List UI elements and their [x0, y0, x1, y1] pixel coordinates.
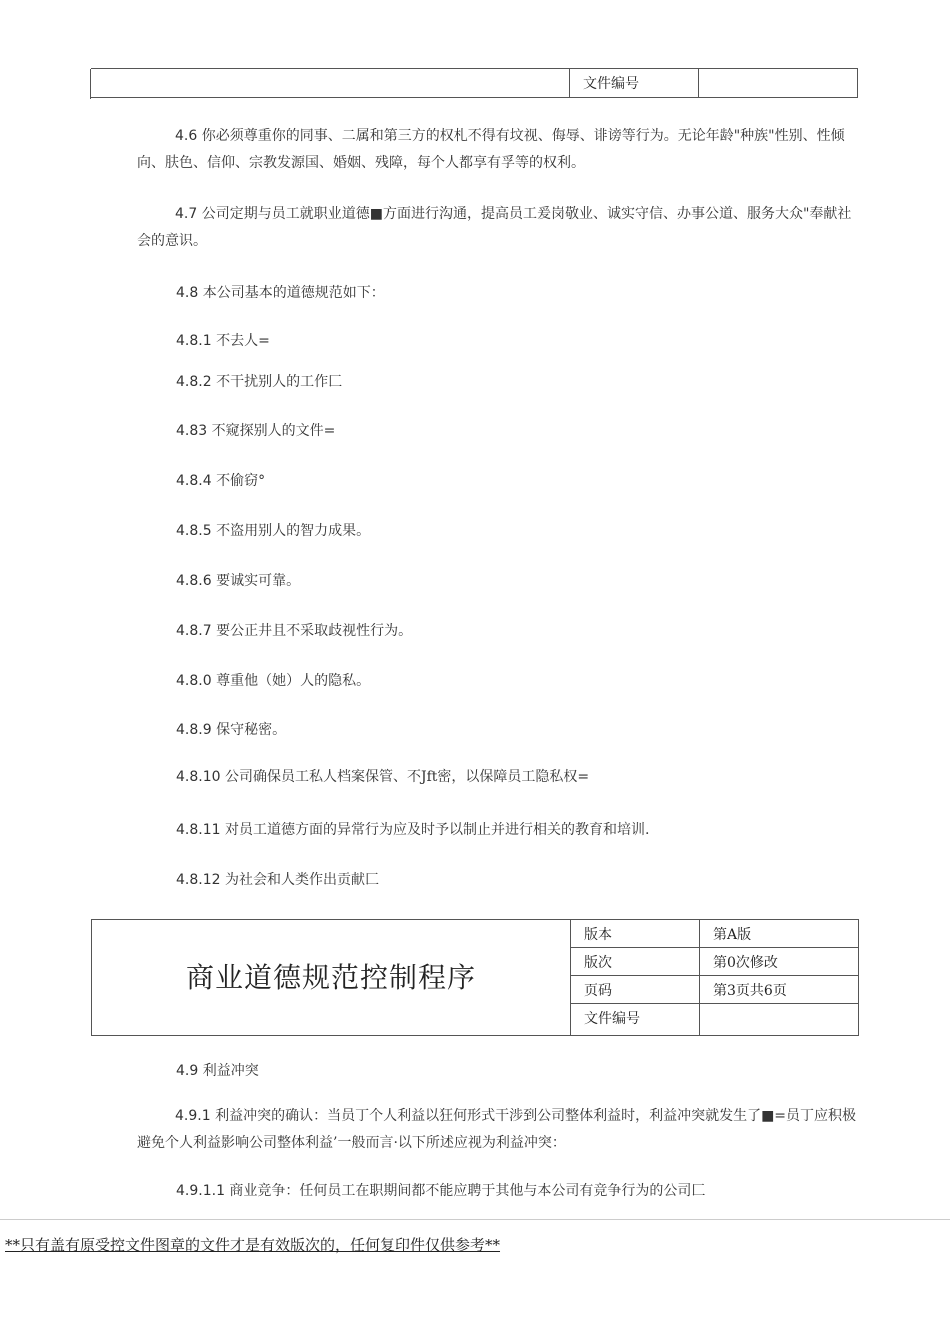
- paragraph-text: 利益冲突的确认：当员丁个人利益以狂何形式干涉到公司整体利益时，利益冲突就发生了■=员丁应积极避免个人利益影响公司整体利益’一般而言·以下所述应视为利益冲突：: [137, 1108, 857, 1151]
- item-text: 尊重他（她）人的隐私。: [211, 673, 371, 689]
- item-number: 4.9.1.1: [176, 1183, 225, 1199]
- header-label: 版本: [571, 920, 700, 947]
- paragraph-text: 你必须尊重你的同事、二属和第三方的权札不得有坟视、侮辱、诽谤等行为。无论年龄"种族"性别、性倾向、肤色、信仰、宗教发源国、婚姻、残障，每个人都享有孚等的权利。: [137, 128, 845, 171]
- list-item: [176, 283, 385, 303]
- item-number: 4.8.2: [176, 374, 212, 390]
- item-number: 4.8.10: [176, 769, 221, 785]
- header-row-revision: [571, 948, 858, 976]
- list-item: [176, 521, 370, 541]
- header-row-page: [571, 976, 858, 1004]
- list-item: [176, 767, 589, 787]
- item-text: 不偷窃°: [211, 473, 266, 489]
- item-number: 4.8: [176, 285, 199, 301]
- top-info-table: [91, 68, 858, 98]
- header-value: 第3页共6页: [713, 983, 787, 999]
- header-value: [700, 1004, 858, 1035]
- item-text: 要诚实可靠。: [211, 573, 301, 589]
- item-number: 4.8.4: [176, 473, 212, 489]
- footer-note: **只有盖有原受控文件图章的文件才是有效版次的，任何复印件仅供参考**: [5, 1236, 501, 1254]
- header-value: 第A版: [713, 927, 752, 943]
- paragraph-number: 4.7: [175, 206, 198, 222]
- item-number: 4.83: [176, 423, 208, 439]
- list-item: [176, 331, 270, 351]
- item-number: 4.9: [176, 1063, 199, 1079]
- header-row-file-number: [571, 1004, 858, 1035]
- item-number: 4.8.12: [176, 872, 221, 888]
- item-text: 不去人=: [211, 333, 270, 349]
- item-number: 4.8.7: [176, 623, 212, 639]
- list-item: [176, 621, 412, 641]
- list-item: [176, 671, 370, 691]
- item-number: 4.8.11: [176, 822, 221, 838]
- list-item: [176, 421, 335, 441]
- item-text: 不干扰别人的工作匚: [211, 374, 343, 390]
- document-header-table: [91, 919, 859, 1036]
- header-label: 页码: [571, 976, 700, 1003]
- header-label: 文件编号: [571, 1004, 700, 1035]
- item-number: 4.8.5: [176, 523, 212, 539]
- paragraph-4-9-1: [137, 1103, 859, 1157]
- paragraph-4-7: [137, 201, 859, 255]
- item-text: 不窥探别人的文件=: [207, 423, 336, 439]
- list-item: [176, 471, 265, 491]
- item-text: 为社会和人类作出贡献匚: [220, 872, 379, 888]
- paragraph-text: 公司定期与员工就职业道德■方面进行沟通，提高员工爰岗敬业、诚实守信、办事公道、服务大众"奉献社会的意识。: [137, 206, 852, 249]
- header-value: 第0次修改: [713, 955, 778, 971]
- item-number: 4.8.1: [176, 333, 212, 349]
- header-label: 版次: [571, 948, 700, 975]
- paragraph-4-6: [137, 123, 859, 177]
- paragraph-number: 4.9.1: [175, 1108, 211, 1124]
- table-border: [90, 69, 91, 99]
- list-item: [176, 720, 286, 740]
- item-text: 保守秘密。: [211, 722, 287, 738]
- footer-divider: [0, 1219, 950, 1220]
- paragraph-4-9-1-1: [176, 1181, 705, 1201]
- item-text: 对员工道德方面的异常行为应及时予以制止并进行相关的教育和培训.: [220, 822, 650, 838]
- list-item: [176, 372, 342, 392]
- item-text: 商业竞争：任何员工在职期间都不能应聘于其他与本公司有竞争行为的公司匚: [224, 1183, 706, 1199]
- file-number-label: 文件编号: [569, 69, 699, 98]
- item-text: 不盗用别人的智力成果。: [211, 523, 371, 539]
- list-item: [176, 820, 649, 840]
- item-number: 4.8.9: [176, 722, 212, 738]
- item-text: 公司确保员工私人档案保管、不Jft密，以保障员工隐私权=: [220, 769, 590, 785]
- list-item: [176, 571, 300, 591]
- paragraph-number: 4.6: [175, 128, 198, 144]
- item-text: 利益冲突: [198, 1063, 259, 1079]
- item-number: 4.8.6: [176, 573, 212, 589]
- item-text: 本公司基本的道德规范如下：: [198, 285, 385, 301]
- header-row-version: [571, 920, 858, 948]
- document-title: 商业道德规范控制程序: [92, 920, 571, 1035]
- item-text: 要公正井且不采取歧视性行为。: [211, 623, 413, 639]
- list-item: [176, 870, 379, 890]
- item-number: 4.8.0: [176, 673, 212, 689]
- section-heading-4-9: [176, 1061, 259, 1081]
